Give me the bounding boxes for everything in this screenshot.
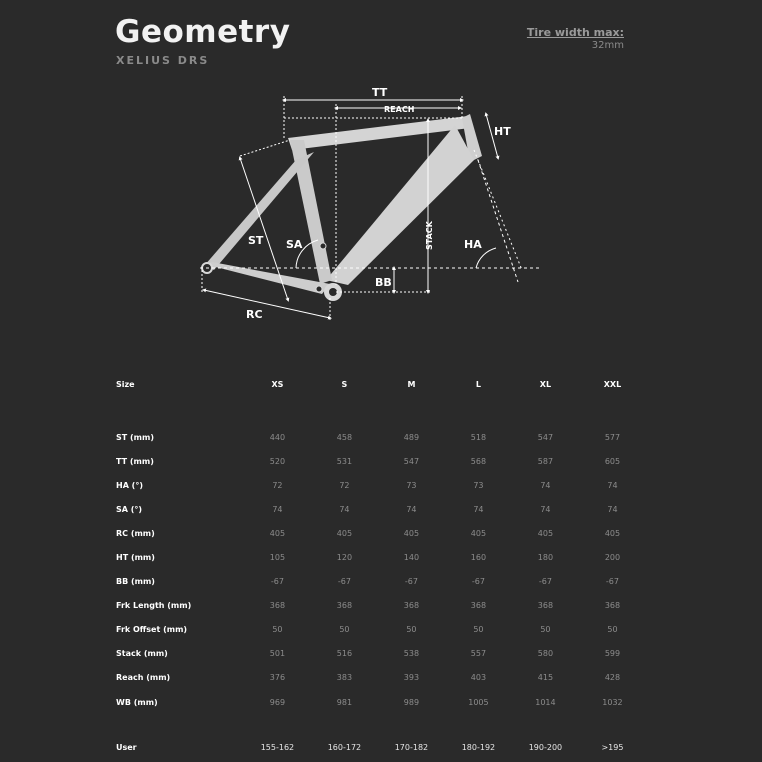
cell-value: 73 <box>406 480 417 490</box>
row-label: Reach (mm) <box>116 673 171 683</box>
size-label: Size <box>116 379 135 389</box>
cell-value: 577 <box>604 432 621 442</box>
table-row <box>116 666 646 690</box>
user-height-value: 180-192 <box>461 742 496 752</box>
model-name: XELIUS DRS <box>116 54 210 67</box>
cell-value: 74 <box>540 504 551 514</box>
label-sa: SA <box>286 238 303 251</box>
cell-value: 368 <box>403 601 420 611</box>
size-s: S <box>341 379 348 389</box>
row-label: Frk Offset (mm) <box>116 625 188 635</box>
cell-value: 368 <box>537 601 554 611</box>
cell-value: 376 <box>269 673 286 683</box>
cell-value: 605 <box>604 456 621 466</box>
row-label: RC (mm) <box>116 528 155 538</box>
cell-value: 440 <box>269 432 286 442</box>
table-row <box>116 618 646 642</box>
cell-value: 405 <box>403 528 420 538</box>
user-height-row <box>116 738 646 756</box>
cell-value: 405 <box>604 528 621 538</box>
cell-value: 393 <box>403 673 420 683</box>
user-label: User <box>116 742 137 752</box>
cell-value: 557 <box>470 649 487 659</box>
table-row <box>116 690 646 714</box>
cell-value: 415 <box>537 673 554 683</box>
label-reach: REACH <box>384 105 415 114</box>
cell-value: 50 <box>473 625 484 635</box>
cell-value: 458 <box>336 432 353 442</box>
label-ha: HA <box>464 238 482 251</box>
cell-value: 74 <box>473 504 484 514</box>
label-st: ST <box>248 234 264 247</box>
user-height-value: 170-182 <box>394 742 429 752</box>
row-label: Frk Length (mm) <box>116 601 192 611</box>
cell-value: 405 <box>336 528 353 538</box>
user-height-value: >195 <box>601 742 624 752</box>
cell-value: 403 <box>470 673 487 683</box>
cell-value: 383 <box>336 673 353 683</box>
tire-width-value: 32mm <box>591 40 624 51</box>
cell-value: 1014 <box>535 697 556 707</box>
size-xl: XL <box>539 379 552 389</box>
user-height-value: 190-200 <box>528 742 563 752</box>
cell-value: 72 <box>272 480 283 490</box>
cell-value: 74 <box>272 504 283 514</box>
cell-value: 1032 <box>602 697 623 707</box>
cell-value: 368 <box>269 601 286 611</box>
cell-value: -67 <box>270 577 284 587</box>
cell-value: -67 <box>404 577 418 587</box>
cell-value: 501 <box>269 649 286 659</box>
row-label: WB (mm) <box>116 697 158 707</box>
cell-value: 50 <box>540 625 551 635</box>
user-height-value: 155-162 <box>260 742 295 752</box>
cell-value: 587 <box>537 456 554 466</box>
cell-value: 200 <box>604 553 621 563</box>
row-label: HA (°) <box>116 480 143 490</box>
cell-value: -67 <box>471 577 485 587</box>
page-title: Geometry <box>115 14 291 50</box>
table-row <box>116 570 646 594</box>
size-m: M <box>407 379 416 389</box>
table-header-row <box>116 375 646 393</box>
cell-value: 428 <box>604 673 621 683</box>
cell-value: 981 <box>336 697 353 707</box>
row-label: TT (mm) <box>116 456 154 466</box>
cell-value: 518 <box>470 432 487 442</box>
cell-value: 74 <box>540 480 551 490</box>
cell-value: 120 <box>336 553 353 563</box>
label-ht: HT <box>494 125 511 138</box>
cell-value: 74 <box>339 504 350 514</box>
user-height-value: 160-172 <box>327 742 362 752</box>
cell-value: 531 <box>336 456 353 466</box>
seat-stay <box>204 152 314 270</box>
table-row <box>116 594 646 618</box>
cell-value: 160 <box>470 553 487 563</box>
bike-frame <box>202 114 482 301</box>
cell-value: 105 <box>269 553 286 563</box>
cell-value: 405 <box>269 528 286 538</box>
row-label: SA (°) <box>116 504 143 514</box>
label-stack: STACK <box>425 221 434 250</box>
cell-value: 368 <box>336 601 353 611</box>
cell-value: 50 <box>339 625 350 635</box>
row-label: BB (mm) <box>116 577 155 587</box>
row-label: ST (mm) <box>116 432 154 442</box>
cell-value: 368 <box>604 601 621 611</box>
frame-geometry-diagram <box>190 80 550 330</box>
size-xs: XS <box>271 379 284 389</box>
cell-value: 50 <box>607 625 618 635</box>
table-row <box>116 642 646 666</box>
label-bb: BB <box>375 276 392 289</box>
table-row <box>116 449 646 473</box>
cell-value: 1005 <box>468 697 489 707</box>
tire-width-label: Tire width max: <box>526 26 624 39</box>
cell-value: 74 <box>607 480 618 490</box>
cell-value: 599 <box>604 649 621 659</box>
cell-value: -67 <box>605 577 619 587</box>
cell-value: 969 <box>269 697 286 707</box>
cell-value: 405 <box>470 528 487 538</box>
cell-value: 73 <box>473 480 484 490</box>
geometry-table <box>116 375 646 756</box>
cell-value: 580 <box>537 649 554 659</box>
cell-value: 74 <box>607 504 618 514</box>
table-row <box>116 521 646 545</box>
table-row <box>116 425 646 449</box>
cell-value: 516 <box>336 649 353 659</box>
row-label: Stack (mm) <box>116 649 168 659</box>
cell-value: 140 <box>403 553 420 563</box>
cell-value: 547 <box>537 432 554 442</box>
cell-value: 520 <box>269 456 286 466</box>
row-label: HT (mm) <box>116 553 155 563</box>
cell-value: 180 <box>537 553 554 563</box>
chain-stay <box>204 262 330 294</box>
cell-value: 405 <box>537 528 554 538</box>
down-tube <box>326 125 474 285</box>
table-row <box>116 545 646 569</box>
cell-value: 74 <box>406 504 417 514</box>
cell-value: 547 <box>403 456 420 466</box>
size-l: L <box>475 379 481 389</box>
cell-value: 538 <box>403 649 420 659</box>
cell-value: 50 <box>406 625 417 635</box>
tire-width-info <box>527 26 624 51</box>
cell-value: 72 <box>339 480 350 490</box>
table-row <box>116 473 646 497</box>
cell-value: 989 <box>403 697 420 707</box>
label-tt: TT <box>372 86 388 99</box>
size-xxl: XXL <box>603 379 622 389</box>
cell-value: 568 <box>470 456 487 466</box>
cell-value: 50 <box>272 625 283 635</box>
cell-value: -67 <box>337 577 351 587</box>
table-row <box>116 497 646 521</box>
label-rc: RC <box>246 308 263 321</box>
cell-value: 368 <box>470 601 487 611</box>
cell-value: -67 <box>538 577 552 587</box>
cell-value: 489 <box>403 432 420 442</box>
